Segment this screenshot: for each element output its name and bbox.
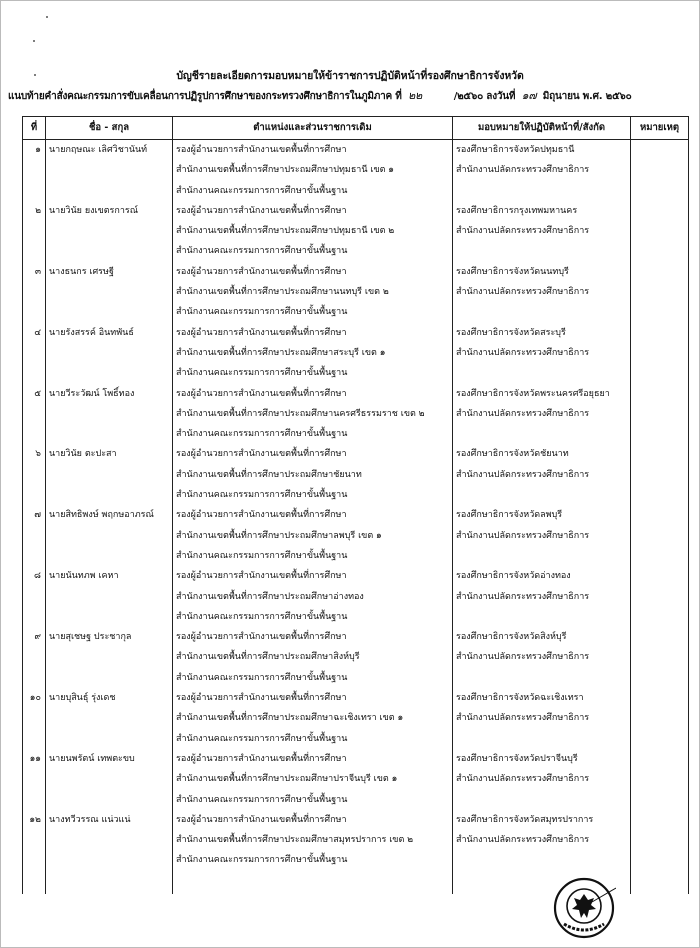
subtitle-prefix: แนบท้ายคำสั่งคณะกรรมการขับเคลื่อนการปฏิรูปการศึกษาของกระทรวงศึกษาธิการในภูมิภาค ที่ bbox=[8, 91, 402, 102]
position-office: สำนักงานเขตพื้นที่การศึกษาประถมศึกษานครศรีธรรมราช เขต ๒ bbox=[176, 408, 425, 419]
row-name: นายสุเชษฐ ประชากุล bbox=[46, 627, 173, 688]
position-agency: สำนักงานคณะกรรมการการศึกษาขั้นพื้นฐาน bbox=[176, 246, 348, 257]
position-title: รองผู้อำนวยการสำนักงานเขตพื้นที่การศึกษา bbox=[176, 571, 347, 582]
assignment-agency: สำนักงานปลัดกระทรวงศึกษาธิการ bbox=[456, 287, 590, 298]
table-row bbox=[23, 262, 689, 323]
header-name: ชื่อ - สกุล bbox=[46, 117, 173, 140]
assignment-agency: สำนักงานปลัดกระทรวงศึกษาธิการ bbox=[456, 591, 590, 602]
assignment-agency: สำนักงานปลัดกระทรวงศึกษาธิการ bbox=[456, 530, 590, 541]
row-number: ๘ bbox=[23, 566, 46, 627]
row-assignment bbox=[453, 262, 631, 323]
position-title: รองผู้อำนวยการสำนักงานเขตพื้นที่การศึกษา bbox=[176, 753, 347, 764]
position-office: สำนักงานเขตพื้นที่การศึกษาประถมศึกษาชัยนาท bbox=[176, 469, 362, 480]
position-office: สำนักงานเขตพื้นที่การศึกษาประถมศึกษาปราจีนบุรี เขต ๑ bbox=[176, 774, 398, 785]
row-remark bbox=[631, 627, 689, 688]
row-assignment bbox=[453, 505, 631, 566]
row-position bbox=[173, 505, 453, 566]
position-title: รองผู้อำนวยการสำนักงานเขตพื้นที่การศึกษา bbox=[176, 814, 347, 825]
row-assignment bbox=[453, 749, 631, 810]
document-title: บัญชีรายละเอียดการมอบหมายให้ข้าราชการปฏิบัติหน้าที่รองศึกษาธิการจังหวัด bbox=[176, 70, 524, 82]
date-day-handwritten: ๑๗ bbox=[521, 89, 537, 102]
assignment-title: รองศึกษาธิการกรุงเทพมหานคร bbox=[456, 205, 578, 216]
table-row bbox=[23, 566, 689, 627]
row-remark bbox=[631, 384, 689, 445]
assignment-agency: สำนักงานปลัดกระทรวงศึกษาธิการ bbox=[456, 774, 590, 785]
date-label: ลงวันที่ bbox=[486, 91, 516, 102]
position-agency: สำนักงานคณะกรรมการการศึกษาขั้นพื้นฐาน bbox=[176, 185, 348, 196]
assignment-title: รองศึกษาธิการจังหวัดชัยนาท bbox=[456, 449, 569, 460]
row-remark bbox=[631, 688, 689, 749]
assignment-agency: สำนักงานปลัดกระทรวงศึกษาธิการ bbox=[456, 165, 590, 176]
row-number: ๒ bbox=[23, 201, 46, 262]
row-name: นายวินัย ตะปะสา bbox=[46, 444, 173, 505]
position-agency: สำนักงานคณะกรรมการการศึกษาขั้นพื้นฐาน bbox=[176, 307, 348, 318]
row-assignment bbox=[453, 201, 631, 262]
position-office: สำนักงานเขตพื้นที่การศึกษาประถมศึกษาลพบุรี เขต ๑ bbox=[176, 530, 382, 541]
row-number: ๑๑ bbox=[23, 749, 46, 810]
table-row bbox=[23, 384, 689, 445]
assignment-agency: สำนักงานปลัดกระทรวงศึกษาธิการ bbox=[456, 469, 590, 480]
row-number: ๑๒ bbox=[23, 810, 46, 894]
row-name: นายนพรัตน์ เทพตะขบ bbox=[46, 749, 173, 810]
assignment-agency: สำนักงานปลัดกระทรวงศึกษาธิการ bbox=[456, 835, 590, 846]
position-agency: สำนักงานคณะกรรมการการศึกษาขั้นพื้นฐาน bbox=[176, 368, 348, 379]
position-office: สำนักงานเขตพื้นที่การศึกษาประถมศึกษาฉะเชิงเทรา เขต ๑ bbox=[176, 713, 404, 724]
row-assignment bbox=[453, 323, 631, 384]
position-office: สำนักงานเขตพื้นที่การศึกษาประถมศึกษาอ่างทอง bbox=[176, 591, 364, 602]
assignment-agency: สำนักงานปลัดกระทรวงศึกษาธิการ bbox=[456, 347, 590, 358]
row-position bbox=[173, 262, 453, 323]
assignment-agency: สำนักงานปลัดกระทรวงศึกษาธิการ bbox=[456, 226, 590, 237]
position-title: รองผู้อำนวยการสำนักงานเขตพื้นที่การศึกษา bbox=[176, 449, 347, 460]
row-name: นายวีระวัฒน์ โพธิ์ทอง bbox=[46, 384, 173, 445]
row-position bbox=[173, 810, 453, 894]
position-title: รองผู้อำนวยการสำนักงานเขตพื้นที่การศึกษา bbox=[176, 510, 347, 521]
row-assignment bbox=[453, 688, 631, 749]
row-assignment bbox=[453, 444, 631, 505]
order-year: /๒๕๖๐ bbox=[453, 91, 483, 102]
position-title: รองผู้อำนวยการสำนักงานเขตพื้นที่การศึกษา bbox=[176, 693, 347, 704]
position-office: สำนักงานเขตพื้นที่การศึกษาประถมศึกษาปทุมธานี เขต ๒ bbox=[176, 226, 395, 237]
assignment-title: รองศึกษาธิการจังหวัดอ่างทอง bbox=[456, 571, 571, 582]
table-row bbox=[23, 505, 689, 566]
row-assignment bbox=[453, 627, 631, 688]
row-name: นายบุสินธุ์ รุ่งเดช bbox=[46, 688, 173, 749]
position-office: สำนักงานเขตพื้นที่การศึกษาประถมศึกษานนทบุรี เขต ๒ bbox=[176, 287, 389, 298]
assignment-agency: สำนักงานปลัดกระทรวงศึกษาธิการ bbox=[456, 652, 590, 663]
row-name: นางธนกร เศรษฐี bbox=[46, 262, 173, 323]
row-position bbox=[173, 688, 453, 749]
row-position bbox=[173, 749, 453, 810]
position-title: รองผู้อำนวยการสำนักงานเขตพื้นที่การศึกษา bbox=[176, 632, 347, 643]
row-remark bbox=[631, 201, 689, 262]
row-position bbox=[173, 384, 453, 445]
position-agency: สำนักงานคณะกรรมการการศึกษาขั้นพื้นฐาน bbox=[176, 611, 348, 622]
position-title: รองผู้อำนวยการสำนักงานเขตพื้นที่การศึกษา bbox=[176, 145, 347, 155]
document-subtitle bbox=[8, 86, 698, 104]
assignment-title: รองศึกษาธิการจังหวัดสิงห์บุรี bbox=[456, 632, 567, 643]
scan-speck bbox=[46, 16, 48, 18]
row-remark bbox=[631, 749, 689, 810]
order-number-handwritten: ๒๒ bbox=[408, 89, 423, 102]
row-position bbox=[173, 140, 453, 201]
row-position bbox=[173, 323, 453, 384]
position-office: สำนักงานเขตพื้นที่การศึกษาประถมศึกษาสระบุรี เขต ๑ bbox=[176, 347, 386, 358]
row-number: ๙ bbox=[23, 627, 46, 688]
row-position bbox=[173, 627, 453, 688]
row-name: นายสิทธิพงษ์ พฤกษอาภรณ์ bbox=[46, 505, 173, 566]
header-remark: หมายเหตุ bbox=[631, 117, 689, 140]
position-office: สำนักงานเขตพื้นที่การศึกษาประถมศึกษาปทุมธานี เขต ๑ bbox=[176, 165, 395, 176]
assignment-title: รองศึกษาธิการจังหวัดนนทบุรี bbox=[456, 266, 569, 277]
row-name: นายนันทภพ เคหา bbox=[46, 566, 173, 627]
assignment-title: รองศึกษาธิการจังหวัดลพบุรี bbox=[456, 510, 563, 521]
table-row bbox=[23, 140, 689, 201]
row-name: นางทวีวรรณ แน่วแน่ bbox=[46, 810, 173, 894]
table-row bbox=[23, 688, 689, 749]
garuda-seal-icon bbox=[552, 876, 616, 940]
position-agency: สำนักงานคณะกรรมการการศึกษาขั้นพื้นฐาน bbox=[176, 672, 348, 683]
row-position bbox=[173, 201, 453, 262]
position-title: รองผู้อำนวยการสำนักงานเขตพื้นที่การศึกษา bbox=[176, 266, 347, 277]
row-name: นายกฤษณะ เลิศวิชานันท์ bbox=[46, 140, 173, 201]
row-number: ๗ bbox=[23, 505, 46, 566]
position-agency: สำนักงานคณะกรรมการการศึกษาขั้นพื้นฐาน bbox=[176, 794, 348, 805]
table-header-row bbox=[23, 117, 689, 140]
assignment-title: รองศึกษาธิการจังหวัดปทุมธานี bbox=[456, 145, 575, 155]
header-original-position: ตำแหน่งและส่วนราชการเดิม bbox=[173, 117, 453, 140]
row-number: ๓ bbox=[23, 262, 46, 323]
row-name: นายรังสรรค์ อินทพันธ์ bbox=[46, 323, 173, 384]
position-agency: สำนักงานคณะกรรมการการศึกษาขั้นพื้นฐาน bbox=[176, 429, 348, 440]
row-number: ๔ bbox=[23, 323, 46, 384]
row-assignment bbox=[453, 566, 631, 627]
position-title: รองผู้อำนวยการสำนักงานเขตพื้นที่การศึกษา bbox=[176, 327, 347, 338]
row-name: นายวินัย ยงเขตรการณ์ bbox=[46, 201, 173, 262]
position-title: รองผู้อำนวยการสำนักงานเขตพื้นที่การศึกษา bbox=[176, 388, 347, 399]
table-row bbox=[23, 323, 689, 384]
assignment-title: รองศึกษาธิการจังหวัดสระบุรี bbox=[456, 327, 566, 338]
row-position bbox=[173, 444, 453, 505]
position-agency: สำนักงานคณะกรรมการการศึกษาขั้นพื้นฐาน bbox=[176, 855, 348, 866]
assignment-title: รองศึกษาธิการจังหวัดฉะเชิงเทรา bbox=[456, 693, 584, 704]
row-remark bbox=[631, 262, 689, 323]
assignment-agency: สำนักงานปลัดกระทรวงศึกษาธิการ bbox=[456, 713, 590, 724]
row-number: ๕ bbox=[23, 384, 46, 445]
row-position bbox=[173, 566, 453, 627]
assignment-title: รองศึกษาธิการจังหวัดสมุทรปราการ bbox=[456, 814, 594, 825]
row-assignment bbox=[453, 140, 631, 201]
position-office: สำนักงานเขตพื้นที่การศึกษาประถมศึกษาสมุทรปราการ เขต ๒ bbox=[176, 835, 414, 846]
date-rest: มิถุนายน พ.ศ. ๒๕๖๐ bbox=[542, 91, 632, 102]
assignment-title: รองศึกษาธิการจังหวัดปราจีนบุรี bbox=[456, 753, 578, 764]
position-agency: สำนักงานคณะกรรมการการศึกษาขั้นพื้นฐาน bbox=[176, 550, 348, 561]
position-agency: สำนักงานคณะกรรมการการศึกษาขั้นพื้นฐาน bbox=[176, 490, 348, 501]
row-number: ๖ bbox=[23, 444, 46, 505]
row-remark bbox=[631, 810, 689, 894]
assignment-title: รองศึกษาธิการจังหวัดพระนครศรีอยุธยา bbox=[456, 388, 610, 399]
assignment-table bbox=[22, 116, 689, 894]
row-remark bbox=[631, 505, 689, 566]
scan-speck bbox=[33, 40, 35, 42]
table-row bbox=[23, 627, 689, 688]
row-assignment bbox=[453, 384, 631, 445]
table-row bbox=[23, 749, 689, 810]
row-number: ๑ bbox=[23, 140, 46, 201]
position-agency: สำนักงานคณะกรรมการการศึกษาขั้นพื้นฐาน bbox=[176, 733, 348, 744]
row-remark bbox=[631, 140, 689, 201]
header-no: ที่ bbox=[23, 117, 46, 140]
row-remark bbox=[631, 566, 689, 627]
position-title: รองผู้อำนวยการสำนักงานเขตพื้นที่การศึกษา bbox=[176, 205, 347, 216]
assignment-agency: สำนักงานปลัดกระทรวงศึกษาธิการ bbox=[456, 408, 590, 419]
row-remark bbox=[631, 323, 689, 384]
row-remark bbox=[631, 444, 689, 505]
header-assignment: มอบหมายให้ปฏิบัติหน้าที่/สังกัด bbox=[453, 117, 631, 140]
row-number: ๑๐ bbox=[23, 688, 46, 749]
position-office: สำนักงานเขตพื้นที่การศึกษาประถมศึกษาสิงห์บุรี bbox=[176, 652, 360, 663]
table-row bbox=[23, 201, 689, 262]
table-row bbox=[23, 444, 689, 505]
